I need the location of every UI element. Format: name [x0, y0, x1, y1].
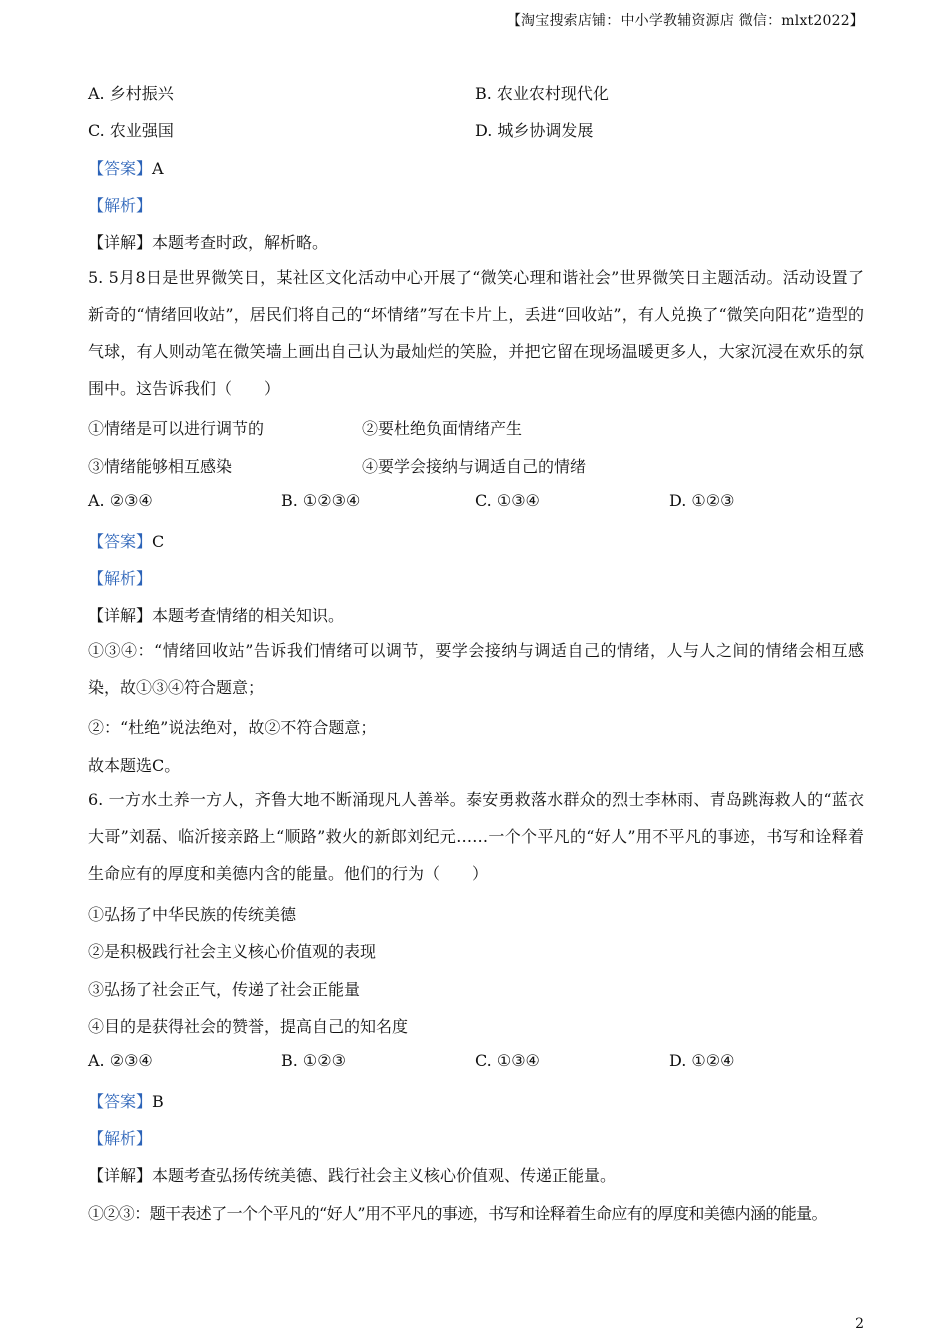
q4-option-d: D. 城乡协调发展 — [475, 121, 594, 140]
detail-text: 本题考查时政，解析略。 — [152, 233, 329, 252]
q5-explanation-2: ②：“杜绝”说法绝对，故②不符合题意； — [88, 718, 377, 737]
q5-conclusion: 故本题选C。 — [88, 756, 181, 775]
q6-option-c: C. ①③④ — [475, 1051, 540, 1070]
q5-option-d: D. ①②③ — [669, 491, 735, 510]
q6-item-3: ③弘扬了社会正气，传递了社会正能量 — [88, 980, 361, 999]
q6-option-b: B. ①②③ — [281, 1051, 346, 1070]
q6-option-d: D. ①②④ — [669, 1051, 735, 1070]
q5-item-3: ③情绪能够相互感染 — [88, 457, 233, 476]
q6-analysis-tag: 【解析】 — [88, 1129, 153, 1148]
q5-explanation-1: ①③④：“情绪回收站”告诉我们情绪可以调节，要学会接纳与调适自己的情绪，人与人之间的情绪会相互感染，故①③④符合题意； — [88, 641, 864, 697]
q6-item-2: ②是积极践行社会主义核心价值观的表现 — [88, 942, 377, 961]
detail-text: 本题考查弘扬传统美德、践行社会主义核心价值观、传递正能量。 — [152, 1166, 617, 1185]
detail-tag: 【详解】 — [88, 606, 153, 625]
q6-item-1: ①弘扬了中华民族的传统美德 — [88, 905, 297, 924]
answer-value: C — [152, 532, 165, 551]
q6-detail — [88, 1163, 616, 1186]
q4-option-c: C. 农业强国 — [88, 121, 174, 140]
q5-analysis-tag: 【解析】 — [88, 569, 153, 588]
q4-option-b: B. 农业农村现代化 — [475, 84, 609, 103]
q5-item-4: ④要学会接纳与调适自己的情绪 — [362, 457, 587, 476]
q5-item-1: ①情绪是可以进行调节的 — [88, 419, 265, 438]
q4-detail — [88, 230, 328, 253]
q6-item-4: ④目的是获得社会的赞誉，提高自己的知名度 — [88, 1017, 409, 1036]
detail-tag: 【详解】 — [88, 1166, 153, 1185]
q5-option-a: A. ②③④ — [88, 491, 153, 510]
answer-tag: 【答案】 — [88, 1092, 153, 1111]
q4-option-a: A. 乡村振兴 — [88, 84, 174, 103]
q5-detail — [88, 603, 344, 626]
q5-answer — [88, 529, 164, 552]
answer-tag: 【答案】 — [88, 532, 153, 551]
q5-item-2: ②要杜绝负面情绪产生 — [362, 419, 523, 438]
q4-answer — [88, 156, 164, 179]
q5-option-b: B. ①②③④ — [281, 491, 361, 510]
answer-tag: 【答案】 — [88, 159, 153, 178]
q6-stem: 6. 一方水土养一方人，齐鲁大地不断涌现凡人善举。泰安勇救落水群众的烈士李林雨、青岛跳海救人的“蓝衣大哥”刘磊、临沂接亲路上“顺路”救火的新郎刘纪元……一个个平凡的“好人”用不平凡的事迹，书写和诠释着生命应有的厚度和美德内含的能量。他们的行为（ ） — [88, 790, 864, 883]
q4-analysis-tag: 【解析】 — [88, 196, 153, 215]
page-number: 2 — [855, 1316, 864, 1332]
detail-text: 本题考查情绪的相关知识。 — [152, 606, 345, 625]
detail-tag: 【详解】 — [88, 233, 153, 252]
q5-option-c: C. ①③④ — [475, 491, 540, 510]
page-header: 【淘宝搜索店铺：中小学教辅资源店 微信：mlxt2022】 — [506, 13, 864, 29]
q5-stem: 5. 5月8日是世界微笑日，某社区文化活动中心开展了“微笑心理和谐社会”世界微笑日主题活动。活动设置了新奇的“情绪回收站”，居民们将自己的“坏情绪”写在卡片上，丢进“回收站”，有人兑换了“微笑向阳花”造型的气球，有人则动笔在微笑墙上画出自己认为最灿烂的笑脸，并把它留在现场温暖更多人，大家沉浸在欢乐的氛围中。这告诉我们（ ） — [88, 268, 864, 398]
answer-value: A — [152, 159, 164, 178]
answer-value: B — [152, 1092, 164, 1111]
q6-answer — [88, 1089, 164, 1112]
q6-explanation-1: ①②③：题干表述了一个个平凡的“好人”用不平凡的事迹，书写和诠释着生命应有的厚度和美德内涵的能量。 — [88, 1204, 827, 1223]
q6-option-a: A. ②③④ — [88, 1051, 153, 1070]
